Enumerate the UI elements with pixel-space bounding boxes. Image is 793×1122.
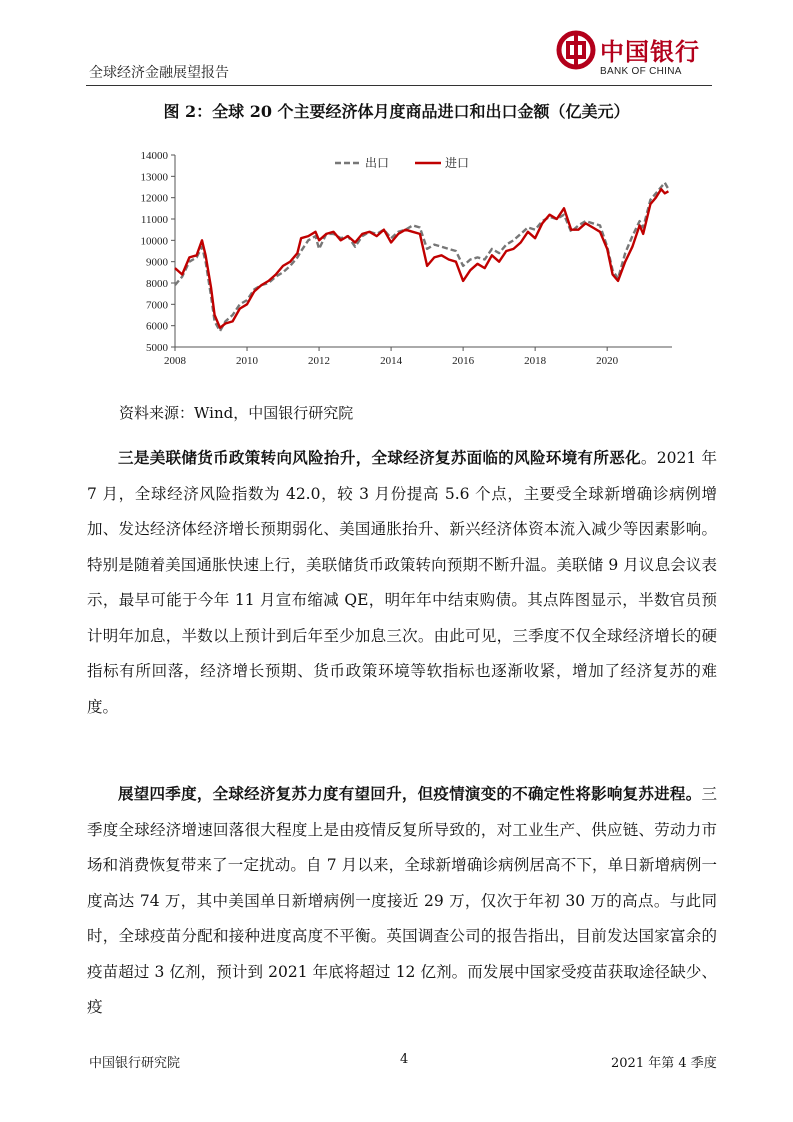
logo-chinese-text: 中国银行 bbox=[600, 37, 700, 66]
y-tick-label: 5000 bbox=[146, 342, 168, 354]
paragraph-risk-lead: 三是美联储货币政策转向风险抬升，全球经济复苏面临的风险环境有所恶化 bbox=[118, 448, 641, 467]
bank-of-china-emblem-icon bbox=[556, 30, 596, 70]
y-tick-label: 10000 bbox=[140, 235, 168, 248]
footer-period: 2021 年第 4 季度 bbox=[611, 1056, 717, 1071]
page-number: 4 bbox=[400, 1052, 409, 1067]
paragraph-outlook bbox=[87, 776, 717, 1026]
header-divider bbox=[86, 85, 712, 86]
legend-label: 进口 bbox=[445, 156, 470, 170]
x-tick-label: 2008 bbox=[164, 355, 186, 367]
y-tick-label: 13000 bbox=[140, 171, 168, 184]
plot-area bbox=[141, 150, 673, 367]
footer-org: 中国银行研究院 bbox=[89, 1056, 181, 1071]
y-tick-label: 12000 bbox=[140, 192, 168, 205]
y-tick-label: 14000 bbox=[140, 150, 168, 162]
figure-title: 图 2：全球 20 个主要经济体月度商品进口和出口金额（亿美元） bbox=[163, 102, 630, 121]
series-line-export bbox=[175, 183, 668, 331]
x-tick-label: 2012 bbox=[308, 355, 331, 367]
trade-line-chart bbox=[120, 145, 680, 380]
x-tick-label: 2016 bbox=[452, 355, 475, 367]
y-tick-label: 11000 bbox=[140, 214, 168, 226]
x-tick-label: 2010 bbox=[236, 355, 259, 367]
y-tick-label: 7000 bbox=[146, 299, 168, 312]
bank-logo bbox=[556, 30, 716, 82]
logo-english-text: BANK OF CHINA bbox=[600, 66, 682, 77]
x-tick-label: 2020 bbox=[596, 355, 619, 367]
paragraph-outlook-text: 三季度全球经济增速回落很大程度上是由疫情反复所导致的，对工业生产、供应链、劳动力市场和消费恢复带来了一定扰动。自 7 月以来，全球新增确诊病例居高不下，单日新增病例一度高达 74 万，其中美国单日新增病例一度接近 29 万，仅次于年初 30 万的高点。与此同时，全球疫苗分配和接种进度高度不平衡。英国调查公司的报告指出，目前发达国家富余的疫苗超过 3 亿剂，预计到 2021 年底将超过 12 亿剂。而发展中国家受疫苗获取途径缺少、疫 bbox=[87, 785, 717, 1016]
paragraph-outlook-lead: 展望四季度，全球经济复苏力度有望回升，但疫情演变的不确定性将影响复苏进程。 bbox=[118, 784, 702, 803]
paragraph-risk-text: 。2021 年 7 月，全球经济风险指数为 42.0，较 3 月份提高 5.6 个点，主要受全球新增确诊病例增加、发达经济体经济增长预期弱化、美国通胀抬升、新兴经济体资本流入减少等因素影响。特别是随着美国通胀快速上行，美联储货币政策转向预期不断升温。美联储 9 月议息会议表示，最早可能于今年 11 月宣布缩减 QE，明年年中结束购债。其点阵图显示，半数官员预计明年加息，半数以上预计到后年至少加息三次。由此可见，三季度不仅全球经济增长的硬指标有所回落，经济增长预期、货币政策环境等软指标也逐渐收紧，增加了经济复苏的难度。 bbox=[87, 449, 717, 716]
figure-source: 资料来源：Wind，中国银行研究院 bbox=[119, 404, 354, 422]
series-line-import bbox=[175, 189, 668, 328]
y-tick-label: 6000 bbox=[146, 320, 168, 333]
x-tick-label: 2014 bbox=[380, 355, 403, 367]
x-tick-label: 2018 bbox=[524, 355, 547, 367]
y-tick-label: 8000 bbox=[146, 278, 168, 290]
legend-label: 出口 bbox=[365, 156, 390, 170]
paragraph-risk bbox=[87, 440, 717, 725]
report-title: 全球经济金融展望报告 bbox=[89, 65, 229, 81]
y-tick-label: 9000 bbox=[146, 256, 168, 269]
